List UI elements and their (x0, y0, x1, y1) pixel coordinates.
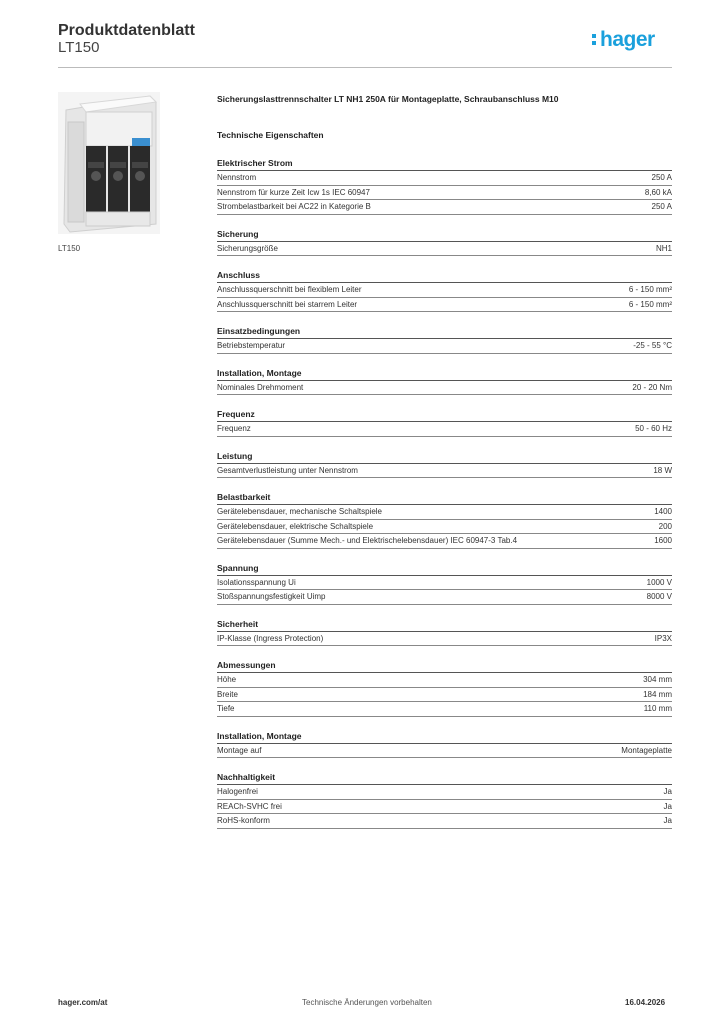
footer-date: 16.04.2026 (625, 998, 666, 1007)
spec-label: Tiefe (217, 704, 235, 713)
spec-row (217, 688, 672, 703)
spec-label: Anschlussquerschnitt bei flexiblem Leiter (217, 285, 362, 294)
image-caption: LT150 (58, 244, 81, 253)
spec-value: IP3X (654, 633, 672, 643)
spec-value: 304 mm (643, 675, 672, 684)
spec-section (217, 730, 672, 759)
spec-row (217, 339, 672, 354)
fuse-switch-disconnector-icon (58, 92, 160, 234)
spec-row (217, 744, 672, 759)
specs-heading: Technische Eigenschaften (217, 130, 324, 140)
spec-row (217, 186, 672, 201)
spec-value: 8000 V (646, 592, 672, 601)
spec-label: Montage auf (217, 745, 262, 755)
section-title: Frequenz (217, 408, 672, 422)
spec-row (217, 381, 672, 396)
spec-value: 1400 (654, 507, 672, 516)
spec-row (217, 632, 672, 647)
spec-value: Ja (663, 787, 672, 796)
spec-label: RoHS-konform (217, 816, 270, 825)
spec-label: Halogenfrei (217, 787, 258, 796)
spec-value: 250 A (651, 202, 672, 211)
spec-section (217, 659, 672, 717)
spec-label: Breite (217, 689, 238, 699)
spec-row (217, 171, 672, 186)
spec-section (217, 618, 672, 647)
spec-label: Gesamtverlustleistung unter Nennstrom (217, 465, 358, 475)
spec-section (217, 157, 672, 215)
spec-value: 184 mm (643, 689, 672, 699)
spec-row (217, 520, 672, 535)
spec-label: Stoßspannungsfestigkeit Uimp (217, 592, 326, 601)
section-title: Einsatzbedingungen (217, 325, 672, 339)
spec-section (217, 562, 672, 605)
section-title: Leistung (217, 450, 672, 464)
section-title: Elektrischer Strom (217, 157, 672, 171)
logo-dots-icon (592, 34, 598, 48)
spec-value: 110 mm (643, 704, 672, 713)
section-title: Installation, Montage (217, 730, 672, 744)
spec-row (217, 785, 672, 800)
spec-section (217, 367, 672, 396)
spec-row (217, 576, 672, 591)
spec-section (217, 491, 672, 549)
product-specs (217, 94, 672, 829)
spec-value: 50 - 60 Hz (635, 424, 672, 433)
section-title: Sicherheit (217, 618, 672, 632)
spec-label: Nennstrom für kurze Zeit Icw 1s IEC 60947 (217, 187, 370, 197)
spec-label: Gerätelebensdauer, mechanische Schaltspiele (217, 507, 382, 516)
spec-label: Isolationsspannung Ui (217, 577, 296, 587)
spec-value: 250 A (651, 173, 672, 182)
spec-label: Gerätelebensdauer (Summe Mech.- und Elektrischelebensdauer) IEC 60947-3 Tab.4 (217, 536, 518, 545)
spec-section (217, 228, 672, 257)
spec-row (217, 814, 672, 829)
spec-value: 1600 (654, 536, 672, 545)
spec-value: 6 - 150 mm² (628, 285, 672, 294)
spec-row (217, 505, 672, 520)
footer-website: hager.com/at (58, 998, 108, 1007)
spec-row (217, 673, 672, 688)
spec-row (217, 534, 672, 549)
footer-disclaimer: Technische Änderungen vorbehalten (302, 998, 432, 1007)
spec-row (217, 200, 672, 215)
spec-section (217, 325, 672, 354)
spec-value: 20 - 20 Nm (632, 382, 672, 392)
spec-value: Ja (663, 801, 672, 811)
spec-section (217, 408, 672, 437)
spec-row (217, 590, 672, 605)
spec-label: Gerätelebensdauer, elektrische Schaltspiele (217, 521, 374, 531)
spec-value: 6 - 150 mm² (628, 299, 672, 309)
page-subtitle: LT150 (58, 39, 100, 56)
spec-sections (217, 157, 672, 829)
spec-value: 200 (658, 521, 672, 531)
spec-row (217, 422, 672, 437)
section-title: Nachhaltigkeit (217, 771, 672, 785)
hager-logo (594, 28, 674, 58)
product-title: Sicherungslasttrennschalter LT NH1 250A für Montageplatte, Schraubanschluss M10 (217, 94, 559, 104)
spec-value: Montageplatte (621, 745, 672, 755)
spec-row (217, 283, 672, 298)
page-title: Produktdatenblatt (58, 22, 195, 39)
spec-label: Frequenz (217, 424, 251, 433)
spec-row (217, 298, 672, 313)
header-divider (58, 67, 672, 68)
spec-value: 8,60 kA (644, 187, 672, 197)
product-image (58, 92, 160, 234)
spec-row (217, 800, 672, 815)
spec-value: Ja (663, 816, 672, 825)
spec-label: Nominales Drehmoment (217, 382, 304, 392)
section-title: Sicherung (217, 228, 672, 242)
spec-row (217, 464, 672, 479)
logo-text: hager (600, 28, 655, 51)
spec-label: Höhe (217, 675, 237, 684)
spec-value: NH1 (655, 243, 672, 253)
spec-label: Nennstrom (217, 173, 257, 182)
spec-label: Strombelastbarkeit bei AC22 in Kategorie B (217, 202, 371, 211)
spec-label: Sicherungsgröße (217, 243, 278, 253)
spec-value: -25 - 55 °C (633, 341, 672, 350)
spec-label: Betriebstemperatur (217, 341, 286, 350)
section-title: Abmessungen (217, 659, 672, 673)
spec-value: 1000 V (646, 577, 672, 587)
spec-label: REACh-SVHC frei (217, 801, 282, 811)
spec-label: IP-Klasse (Ingress Protection) (217, 633, 324, 643)
spec-section (217, 269, 672, 312)
section-title: Spannung (217, 562, 672, 576)
spec-section (217, 771, 672, 829)
spec-row (217, 242, 672, 257)
section-title: Belastbarkeit (217, 491, 672, 505)
section-title: Anschluss (217, 269, 672, 283)
spec-row (217, 702, 672, 717)
spec-section (217, 450, 672, 479)
section-title: Installation, Montage (217, 367, 672, 381)
spec-label: Anschlussquerschnitt bei starrem Leiter (217, 299, 358, 309)
spec-value: 18 W (653, 465, 672, 475)
